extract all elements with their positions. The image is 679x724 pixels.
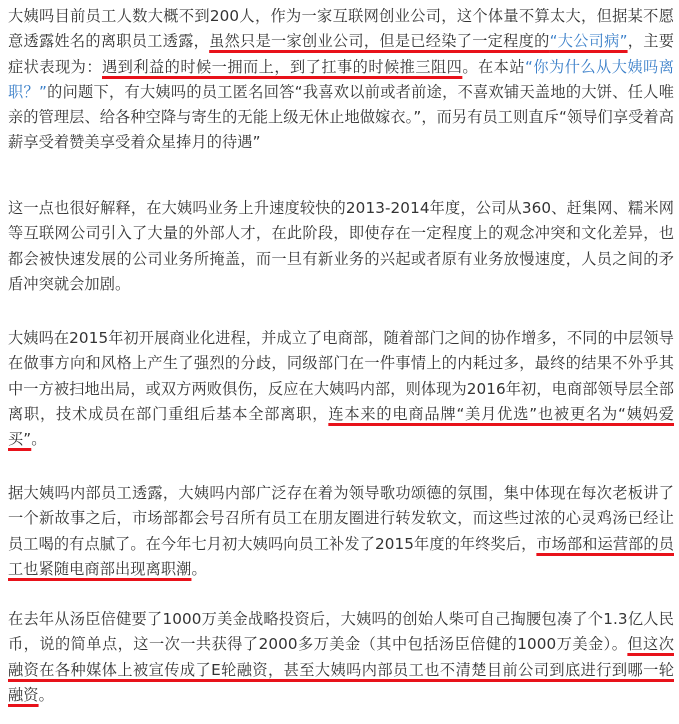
p5-highlight-1: 但这次融资在各种媒体上被宣传成了E轮融资，甚至大姨吗内部员工也不清楚目前公司到底进行到哪一轮融资 bbox=[8, 635, 674, 704]
p3-text-2: 。 bbox=[31, 430, 47, 449]
p3-highlight-1: 连本来的电商品牌“美月优选”也被更名为“姨妈爱买” bbox=[8, 404, 675, 449]
p1-text-4: 的问题下，有大姨吗的员工匿名回答“我喜欢以前或者前途，不喜欢铺天盖地的大饼、任人唯亲的管理层、给各种空降与寄生的无能上级无休止地做嫁衣。”，而另有员工则直斥“领导们享受着高薪享受着赞美享受着众星捧月的待遇” bbox=[8, 82, 675, 152]
big-company-disease-link[interactable]: “大公司病” bbox=[549, 32, 628, 51]
question-link[interactable]: “你为什么从大姨吗离职？” bbox=[8, 57, 674, 101]
paragraph-2: 这一点也很好解释，在大姨吗业务上升速度较快的2013-2014年度，公司从360、赶集网、糯米网等互联网公司引入了大量的外部人才，在此阶段，即使存在一定程度上的观念冲突和文化差异，也都会被快速发展的公司业务所掩盖，而一旦有新业务的兴起或者原有业务放慢速度，人员之间的矛盾冲突就会加剧。 bbox=[8, 199, 674, 293]
p4-text-1: 据大姨吗内部员工透露，大姨吗内部广泛存在着为领导歌功颂德的氛围，集中体现在每次老板讲了一个新故事之后，市场部都会号召所有员工在朋友圈进行转发软文，而这些过浓的心灵鸡汤已经让员工喝的有点腻了。在今年七月初大姨吗向员工补发了2015年度的年终奖后， bbox=[8, 484, 674, 553]
p1-text-1: 大姨吗目前员工人数大概不到200人，作为一家互联网创业公司，这个体量不算太大，但据某不愿意透露姓名的离职员工透露， bbox=[8, 7, 674, 51]
paragraph-1 bbox=[8, 4, 674, 156]
p5-text-1: 在去年从汤臣倍健要了1000万美金战略投资后，大姨吗的创始人柴可自己掏腰包凑了个1.3亿人民币，说的简单点，这一次一共获得了2000多万美金（其中包括汤臣倍健的1000万美金）。 bbox=[8, 610, 674, 654]
p4-text-2: 。 bbox=[191, 559, 207, 578]
paragraph-3 bbox=[8, 326, 674, 452]
paragraph-5 bbox=[8, 607, 674, 708]
paragraph-4 bbox=[8, 481, 674, 582]
p3-text-1: 大姨吗在2015年初开展商业化进程，并成立了电商部，随着部门之间的协作增多，不同的中层领导在做事方向和风格上产生了强烈的分歧，同级部门在一件事情上的内耗过多，最终的结果不外乎其中一方被扫地出局，或双方两败俱伤，反应在大姨吗内部，则体现为2016年初，电商部领导层全部离职，技术成员在部门重组后基本全部离职， bbox=[8, 329, 674, 423]
p4-highlight-1: 市场部和运营部的员工也紧随电商部出现离职潮 bbox=[8, 534, 674, 578]
p1-highlight-2: 遇到利益的时候一拥而上，到了扛事的时候推三阻四 bbox=[102, 57, 463, 76]
p5-text-2: 。 bbox=[38, 685, 54, 704]
p1-highlight-1-text: 虽然只是一家创业公司，但是已经染了一定程度的 bbox=[209, 32, 550, 51]
p1-text-2: ，主要症状表现为： bbox=[8, 32, 674, 76]
p1-text-3: 。在本站 bbox=[462, 57, 526, 76]
p1-highlight-1 bbox=[209, 32, 627, 50]
